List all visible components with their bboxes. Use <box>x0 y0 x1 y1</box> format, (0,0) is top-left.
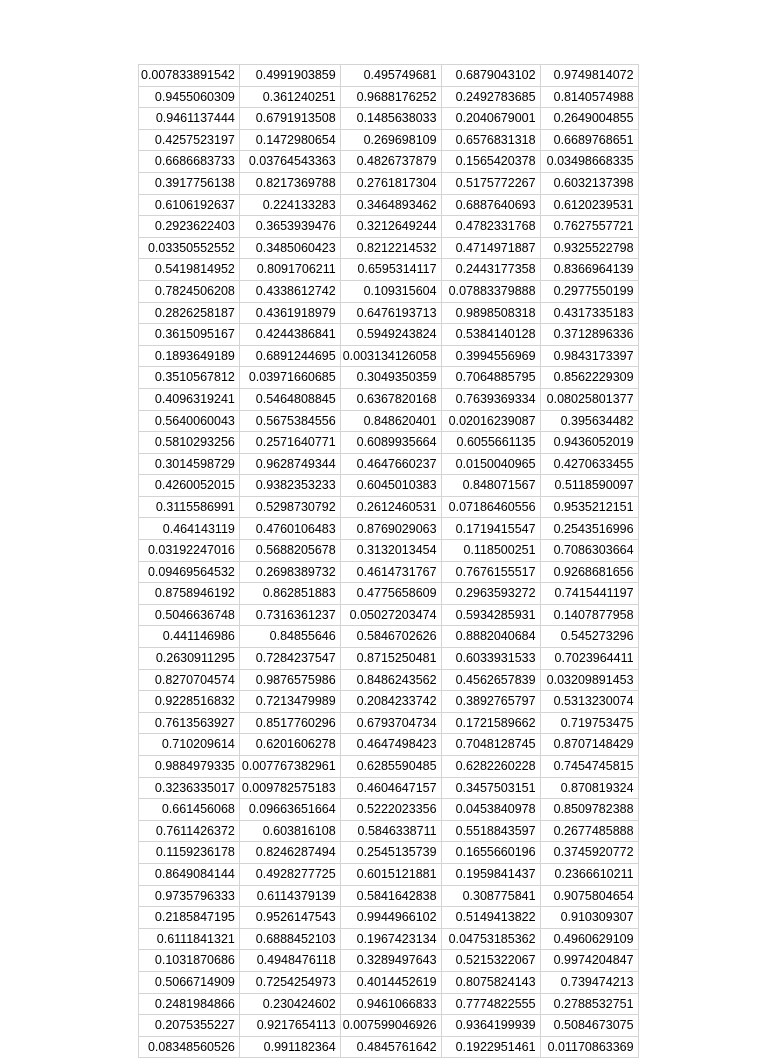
table-cell: 0.1959841437 <box>441 863 540 885</box>
table-cell: 0.6111841321 <box>139 928 240 950</box>
table-cell: 0.0453840978 <box>441 799 540 821</box>
table-cell: 0.5066714909 <box>139 971 240 993</box>
table-cell: 0.2545135739 <box>340 842 441 864</box>
table-cell: 0.02016239087 <box>441 410 540 432</box>
table-row <box>139 216 639 238</box>
table-cell: 0.9535212151 <box>540 496 638 518</box>
table-cell: 0.9749814072 <box>540 65 638 87</box>
table-cell: 0.1485638033 <box>340 108 441 130</box>
table-cell: 0.2963593272 <box>441 583 540 605</box>
table-row <box>139 237 639 259</box>
table-row <box>139 453 639 475</box>
table-row <box>139 799 639 821</box>
table-cell: 0.3212649244 <box>340 216 441 238</box>
table-cell: 0.6089935664 <box>340 432 441 454</box>
table-cell: 0.03498668335 <box>540 151 638 173</box>
table-cell: 0.8707148429 <box>540 734 638 756</box>
table-row <box>139 648 639 670</box>
table-cell: 0.8140574988 <box>540 86 638 108</box>
table-cell: 0.8486243562 <box>340 669 441 691</box>
table-cell: 0.0150040965 <box>441 453 540 475</box>
table-cell: 0.9364199939 <box>441 1015 540 1037</box>
table-cell: 0.03971660685 <box>239 367 340 389</box>
table-cell: 0.395634482 <box>540 410 638 432</box>
table-cell: 0.2630911295 <box>139 648 240 670</box>
table-cell: 0.6106192637 <box>139 194 240 216</box>
table-cell: 0.109315604 <box>340 280 441 302</box>
table-cell: 0.5222023356 <box>340 799 441 821</box>
table-cell: 0.007767382961 <box>239 756 340 778</box>
table-cell: 0.4948476118 <box>239 950 340 972</box>
table-cell: 0.7254254973 <box>239 971 340 993</box>
table-cell: 0.4562657839 <box>441 669 540 691</box>
table-cell: 0.3115586991 <box>139 496 240 518</box>
table-cell: 0.1655660196 <box>441 842 540 864</box>
table-row <box>139 367 639 389</box>
table-row <box>139 842 639 864</box>
table-cell: 0.2649004855 <box>540 108 638 130</box>
table-row <box>139 86 639 108</box>
table-cell: 0.4270633455 <box>540 453 638 475</box>
table-cell: 0.1407877958 <box>540 604 638 626</box>
table-row <box>139 410 639 432</box>
table-cell: 0.9382353233 <box>239 475 340 497</box>
table-cell: 0.5640060043 <box>139 410 240 432</box>
table-cell: 0.3510567812 <box>139 367 240 389</box>
table-cell: 0.08348560526 <box>139 1036 240 1058</box>
table-cell: 0.862851883 <box>239 583 340 605</box>
table-cell: 0.3049350359 <box>340 367 441 389</box>
table-cell: 0.9898508318 <box>441 302 540 324</box>
table-cell: 0.09663651664 <box>239 799 340 821</box>
table-cell: 0.2543516996 <box>540 518 638 540</box>
table-cell: 0.1721589662 <box>441 712 540 734</box>
table-cell: 0.4647498423 <box>340 734 441 756</box>
table-cell: 0.04753185362 <box>441 928 540 950</box>
table-cell: 0.7639369334 <box>441 388 540 410</box>
table-cell: 0.4960629109 <box>540 928 638 950</box>
table-cell: 0.6595314117 <box>340 259 441 281</box>
table-row <box>139 734 639 756</box>
table-cell: 0.230424602 <box>239 993 340 1015</box>
table-cell: 0.7611426372 <box>139 820 240 842</box>
table-cell: 0.6367820168 <box>340 388 441 410</box>
table-cell: 0.08025801377 <box>540 388 638 410</box>
table-row <box>139 669 639 691</box>
table-row <box>139 259 639 281</box>
table-row <box>139 993 639 1015</box>
table-cell: 0.2788532751 <box>540 993 638 1015</box>
table-cell: 0.2826258187 <box>139 302 240 324</box>
table-cell: 0.6888452103 <box>239 928 340 950</box>
table-row <box>139 540 639 562</box>
table-cell: 0.361240251 <box>239 86 340 108</box>
table-cell: 0.2443177358 <box>441 259 540 281</box>
table-cell: 0.9876575986 <box>239 669 340 691</box>
table-cell: 0.7824506208 <box>139 280 240 302</box>
table-row <box>139 280 639 302</box>
table-row <box>139 712 639 734</box>
table-row <box>139 626 639 648</box>
table-cell: 0.5313230074 <box>540 691 638 713</box>
table-cell: 0.603816108 <box>239 820 340 842</box>
table-cell: 0.9455060309 <box>139 86 240 108</box>
table-cell: 0.8366964139 <box>540 259 638 281</box>
table-cell: 0.848620401 <box>340 410 441 432</box>
table-cell: 0.6045010383 <box>340 475 441 497</box>
table-cell: 0.3132013454 <box>340 540 441 562</box>
table-cell: 0.7064885795 <box>441 367 540 389</box>
table-cell: 0.545273296 <box>540 626 638 648</box>
data-table <box>138 64 639 1058</box>
table-cell: 0.3653939476 <box>239 216 340 238</box>
table-cell: 0.5046636748 <box>139 604 240 626</box>
table-cell: 0.7676155517 <box>441 561 540 583</box>
table-cell: 0.118500251 <box>441 540 540 562</box>
table-cell: 0.6879043102 <box>441 65 540 87</box>
table-cell: 0.3464893462 <box>340 194 441 216</box>
table-cell: 0.8758946192 <box>139 583 240 605</box>
table-cell: 0.661456068 <box>139 799 240 821</box>
table-cell: 0.4647660237 <box>340 453 441 475</box>
table-cell: 0.4714971887 <box>441 237 540 259</box>
table-cell: 0.5675384556 <box>239 410 340 432</box>
table-cell: 0.07883379888 <box>441 280 540 302</box>
table-cell: 0.9228516832 <box>139 691 240 713</box>
table-cell: 0.3236335017 <box>139 777 240 799</box>
table-cell: 0.224133283 <box>239 194 340 216</box>
table-cell: 0.5149413822 <box>441 907 540 929</box>
table-cell: 0.03192247016 <box>139 540 240 562</box>
table-cell: 0.5688205678 <box>239 540 340 562</box>
table-cell: 0.739474213 <box>540 971 638 993</box>
table-cell: 0.9217654113 <box>239 1015 340 1037</box>
table-row <box>139 65 639 87</box>
table-cell: 0.269698109 <box>340 129 441 151</box>
table-cell: 0.6032137398 <box>540 172 638 194</box>
table-cell: 0.5934285931 <box>441 604 540 626</box>
table-row <box>139 194 639 216</box>
table-cell: 0.870819324 <box>540 777 638 799</box>
table-cell: 0.2084233742 <box>340 691 441 713</box>
table-cell: 0.4096319241 <box>139 388 240 410</box>
table-cell: 0.6689768651 <box>540 129 638 151</box>
table-cell: 0.3892765797 <box>441 691 540 713</box>
table-cell: 0.03764543363 <box>239 151 340 173</box>
table-cell: 0.7086303664 <box>540 540 638 562</box>
table-cell: 0.009782575183 <box>239 777 340 799</box>
table-cell: 0.1565420378 <box>441 151 540 173</box>
table-cell: 0.8217369788 <box>239 172 340 194</box>
table-cell: 0.2677485888 <box>540 820 638 842</box>
table-cell: 0.2612460531 <box>340 496 441 518</box>
table-cell: 0.5118590097 <box>540 475 638 497</box>
table-row <box>139 583 639 605</box>
table-cell: 0.8562229309 <box>540 367 638 389</box>
table-cell: 0.4317335183 <box>540 302 638 324</box>
table-cell: 0.01170863369 <box>540 1036 638 1058</box>
table-row <box>139 950 639 972</box>
table-cell: 0.8882040684 <box>441 626 540 648</box>
table-cell: 0.6686683733 <box>139 151 240 173</box>
table-cell: 0.05027203474 <box>340 604 441 626</box>
table-cell: 0.2761817304 <box>340 172 441 194</box>
table-cell: 0.5810293256 <box>139 432 240 454</box>
table-cell: 0.991182364 <box>239 1036 340 1058</box>
table-cell: 0.6476193713 <box>340 302 441 324</box>
table-row <box>139 863 639 885</box>
table-cell: 0.441146986 <box>139 626 240 648</box>
table-cell: 0.1967423134 <box>340 928 441 950</box>
table-row <box>139 885 639 907</box>
table-cell: 0.9843173397 <box>540 345 638 367</box>
table-cell: 0.7774822555 <box>441 993 540 1015</box>
table-row <box>139 496 639 518</box>
table-cell: 0.8091706211 <box>239 259 340 281</box>
table-cell: 0.9628749344 <box>239 453 340 475</box>
table-row <box>139 345 639 367</box>
table-cell: 0.8509782388 <box>540 799 638 821</box>
table-cell: 0.9461066833 <box>340 993 441 1015</box>
table-row <box>139 756 639 778</box>
table-cell: 0.5464808845 <box>239 388 340 410</box>
table-row <box>139 388 639 410</box>
table-cell: 0.8649084144 <box>139 863 240 885</box>
table-cell: 0.6791913508 <box>239 108 340 130</box>
table-row <box>139 777 639 799</box>
table-cell: 0.9325522798 <box>540 237 638 259</box>
table-cell: 0.4775658609 <box>340 583 441 605</box>
table-row <box>139 561 639 583</box>
table-cell: 0.7284237547 <box>239 648 340 670</box>
table-cell: 0.09469564532 <box>139 561 240 583</box>
table-cell: 0.4257523197 <box>139 129 240 151</box>
table-cell: 0.3457503151 <box>441 777 540 799</box>
table-cell: 0.7316361237 <box>239 604 340 626</box>
table-cell: 0.7415441197 <box>540 583 638 605</box>
table-cell: 0.03209891453 <box>540 669 638 691</box>
table-cell: 0.8212214532 <box>340 237 441 259</box>
table-cell: 0.495749681 <box>340 65 441 87</box>
table-row <box>139 432 639 454</box>
table-cell: 0.6285590485 <box>340 756 441 778</box>
table-cell: 0.9461137444 <box>139 108 240 130</box>
table-cell: 0.2185847195 <box>139 907 240 929</box>
table-cell: 0.8270704574 <box>139 669 240 691</box>
table-cell: 0.710209614 <box>139 734 240 756</box>
table-cell: 0.5084673075 <box>540 1015 638 1037</box>
table-row <box>139 928 639 950</box>
table-cell: 0.4614731767 <box>340 561 441 583</box>
table-cell: 0.4760106483 <box>239 518 340 540</box>
table-cell: 0.9075804654 <box>540 885 638 907</box>
table-row <box>139 302 639 324</box>
table-cell: 0.6793704734 <box>340 712 441 734</box>
table-cell: 0.9884979335 <box>139 756 240 778</box>
table-cell: 0.4014452619 <box>340 971 441 993</box>
table-cell: 0.2923622403 <box>139 216 240 238</box>
table-cell: 0.5518843597 <box>441 820 540 842</box>
table-cell: 0.4928277725 <box>239 863 340 885</box>
table-cell: 0.6887640693 <box>441 194 540 216</box>
table-row <box>139 907 639 929</box>
table-row <box>139 151 639 173</box>
table-row <box>139 820 639 842</box>
table-cell: 0.2040679001 <box>441 108 540 130</box>
table-cell: 0.7454745815 <box>540 756 638 778</box>
table-cell: 0.3485060423 <box>239 237 340 259</box>
table-cell: 0.4782331768 <box>441 216 540 238</box>
table-cell: 0.7627557721 <box>540 216 638 238</box>
table-cell: 0.2698389732 <box>239 561 340 583</box>
table-cell: 0.6576831318 <box>441 129 540 151</box>
table-cell: 0.2492783685 <box>441 86 540 108</box>
table-cell: 0.3917756138 <box>139 172 240 194</box>
table-cell: 0.7613563927 <box>139 712 240 734</box>
table-cell: 0.4604647157 <box>340 777 441 799</box>
table-cell: 0.4991903859 <box>239 65 340 87</box>
table-cell: 0.7023964411 <box>540 648 638 670</box>
table-row <box>139 172 639 194</box>
table-cell: 0.5175772267 <box>441 172 540 194</box>
table-cell: 0.9436052019 <box>540 432 638 454</box>
table-cell: 0.84855646 <box>239 626 340 648</box>
table-cell: 0.8246287494 <box>239 842 340 864</box>
table-cell: 0.6201606278 <box>239 734 340 756</box>
table-row <box>139 691 639 713</box>
table-cell: 0.4845761642 <box>340 1036 441 1058</box>
table-cell: 0.9944966102 <box>340 907 441 929</box>
table-cell: 0.5846702626 <box>340 626 441 648</box>
table-cell: 0.6282260228 <box>441 756 540 778</box>
table-cell: 0.5215322067 <box>441 950 540 972</box>
table-cell: 0.5949243824 <box>340 324 441 346</box>
table-cell: 0.8075824143 <box>441 971 540 993</box>
table-cell: 0.4826737879 <box>340 151 441 173</box>
table-cell: 0.07186460556 <box>441 496 540 518</box>
table-cell: 0.6120239531 <box>540 194 638 216</box>
data-table-body <box>139 65 639 1058</box>
table-cell: 0.1159236178 <box>139 842 240 864</box>
table-cell: 0.5841642838 <box>340 885 441 907</box>
table-cell: 0.6114379139 <box>239 885 340 907</box>
table-cell: 0.6033931533 <box>441 648 540 670</box>
table-cell: 0.464143119 <box>139 518 240 540</box>
table-cell: 0.3745920772 <box>540 842 638 864</box>
table-cell: 0.9735796333 <box>139 885 240 907</box>
table-cell: 0.9268681656 <box>540 561 638 583</box>
table-cell: 0.1719415547 <box>441 518 540 540</box>
table-row <box>139 1015 639 1037</box>
table-cell: 0.5384140128 <box>441 324 540 346</box>
table-cell: 0.1472980654 <box>239 129 340 151</box>
table-row <box>139 108 639 130</box>
table-cell: 0.03350552552 <box>139 237 240 259</box>
table-cell: 0.6015121881 <box>340 863 441 885</box>
table-cell: 0.8769029063 <box>340 518 441 540</box>
table-cell: 0.5298730792 <box>239 496 340 518</box>
table-cell: 0.007599046926 <box>340 1015 441 1037</box>
table-row <box>139 475 639 497</box>
table-cell: 0.4361918979 <box>239 302 340 324</box>
table-cell: 0.6055661135 <box>441 432 540 454</box>
table-cell: 0.1922951461 <box>441 1036 540 1058</box>
table-cell: 0.7213479989 <box>239 691 340 713</box>
table-cell: 0.848071567 <box>441 475 540 497</box>
table-cell: 0.1893649189 <box>139 345 240 367</box>
table-cell: 0.9526147543 <box>239 907 340 929</box>
table-cell: 0.2481984866 <box>139 993 240 1015</box>
table-cell: 0.007833891542 <box>139 65 240 87</box>
table-cell: 0.7048128745 <box>441 734 540 756</box>
table-cell: 0.1031870686 <box>139 950 240 972</box>
table-cell: 0.6891244695 <box>239 345 340 367</box>
table-cell: 0.4338612742 <box>239 280 340 302</box>
table-cell: 0.3712896336 <box>540 324 638 346</box>
table-cell: 0.2366610211 <box>540 863 638 885</box>
table-cell: 0.5419814952 <box>139 259 240 281</box>
table-cell: 0.2075355227 <box>139 1015 240 1037</box>
table-cell: 0.3014598729 <box>139 453 240 475</box>
table-cell: 0.003134126058 <box>340 345 441 367</box>
table-cell: 0.4244386841 <box>239 324 340 346</box>
table-row <box>139 604 639 626</box>
table-cell: 0.5846338711 <box>340 820 441 842</box>
table-cell: 0.2571640771 <box>239 432 340 454</box>
table-row <box>139 129 639 151</box>
table-row <box>139 324 639 346</box>
table-row <box>139 518 639 540</box>
table-cell: 0.9688176252 <box>340 86 441 108</box>
table-cell: 0.2977550199 <box>540 280 638 302</box>
table-cell: 0.3994556969 <box>441 345 540 367</box>
table-cell: 0.8715250481 <box>340 648 441 670</box>
table-row <box>139 971 639 993</box>
table-row <box>139 1036 639 1058</box>
table-cell: 0.3615095167 <box>139 324 240 346</box>
table-cell: 0.8517760296 <box>239 712 340 734</box>
table-cell: 0.9974204847 <box>540 950 638 972</box>
table-cell: 0.4260052015 <box>139 475 240 497</box>
table-cell: 0.3289497643 <box>340 950 441 972</box>
table-cell: 0.910309307 <box>540 907 638 929</box>
table-cell: 0.308775841 <box>441 885 540 907</box>
table-cell: 0.719753475 <box>540 712 638 734</box>
